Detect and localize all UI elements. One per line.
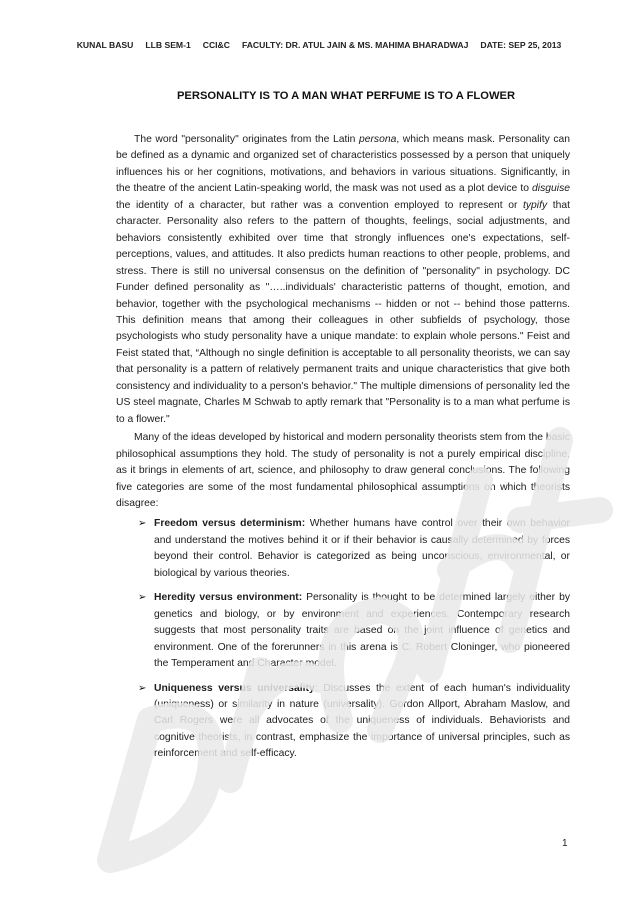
document-body <box>116 132 570 771</box>
page-header <box>0 40 638 50</box>
text-run: , which means mask. Personality can be defined as a dynamic and organized set of characteristics possessed by a person that uniquely influences his or her cognitions, motivations, and behaviors in various situations. Significantly, in the theatre of the ancient Latin-speaking world, the mask was not used as a plot device to <box>116 134 570 195</box>
arrow-bullet-icon: ➢ <box>138 518 147 530</box>
page-number: 1 <box>562 838 568 849</box>
paragraph-definition <box>116 132 570 428</box>
document-title: PERSONALITY IS TO A MAN WHAT PERFUME IS TO A FLOWER <box>176 90 516 102</box>
paragraph-assumptions: Many of the ideas developed by historical and modern personality theorists stem from the basic philosophical assumptions they hold. The study of personality is not a purely empirical discipline, as it brings in elements of art, science, and philosophy to draw general conclusions. The following five categories are some of the most fundamental philosophical assumptions on which theorists disagree: <box>116 432 570 509</box>
italic-term: disguise <box>532 183 570 195</box>
header-faculty: FACULTY: DR. ATUL JAIN & MS. MAHIMA BHARADWAJ <box>241 40 469 50</box>
bullet-term: Freedom versus determinism: <box>154 518 306 530</box>
text-run: the identity of a character, but rather was a convention employed to represent or <box>116 199 523 211</box>
assumption-list <box>116 516 570 762</box>
list-item <box>138 590 571 672</box>
bullet-text: Whether humans have control over their own behavior and understand the motives behind it or if their behavior is causally determined by forces beyond their control. Behavior is categorized as being unconscious, environmental, or biological by various theories. <box>154 518 570 579</box>
header-college: CCI&C <box>202 40 230 50</box>
italic-term: typify <box>523 199 548 211</box>
header-author: KUNAL BASU <box>76 40 134 50</box>
header-semester: LLB SEM-1 <box>145 40 191 50</box>
list-item <box>138 516 570 582</box>
bullet-text: : Discusses the extent of each human's individuality (uniqueness) or similarity in nature (universality). Gordon Allport, Abraham Maslow, and Carl Rogers were all advocates of the uniqueness of individuals. Behaviorists and cognitive theorists, in contrast, emphasize the importance of universal principles, such as reinforcement and self-efficacy. <box>154 682 570 760</box>
text-run: that character. Personality also refers to the pattern of thoughts, feelings, social adjustments, and behaviors consistently exhibited over time that strongly influences one's expectations, self-perceptions, values, and attitudes. It also predicts human reactions to other people, problems, and stress. There is still no universal consensus on the definition of "personality" in psychology. DC Funder defined personality as "…..individuals' characteristic patterns of thought, emotion, and behavior, together with the psychological mechanisms -- hidden or not -- behind those patterns. This definition means that among their colleagues in other subfields of psychology, those psychologists who study personality have a unique mandate: to explain whole persons." Feist and Feist stated that, “Although no single definition is acceptable to all personality theorists, we can say that personality is a pattern of relatively permanent traits and unique characteristics that give both consistency and individuality to a person's behavior." The multiple dimensions of personality led the US steel magnate, Charles M Schwab to aptly remark that "Personality is to a man what perfume is to a flower." <box>116 199 570 425</box>
bullet-term: Uniqueness versus universality <box>154 682 315 694</box>
bullet-text: Personality is thought to be determined largely either by genetics and biology, or by environment and experiences. Contemporary research suggests that most personality traits are based on the joint influence of genetics and environment. One of the forerunners in this arena is C. Robert Cloninger, who pioneered the Temperament and Character model. <box>154 592 571 670</box>
arrow-bullet-icon: ➢ <box>138 592 147 604</box>
italic-term: persona <box>358 134 397 145</box>
text-run: The word "personality" originates from the Latin <box>134 134 359 145</box>
header-date: DATE: SEP 25, 2013 <box>480 40 562 50</box>
list-item <box>138 681 570 763</box>
arrow-bullet-icon: ➢ <box>138 682 147 694</box>
bullet-term: Heredity versus environment: <box>154 592 303 604</box>
